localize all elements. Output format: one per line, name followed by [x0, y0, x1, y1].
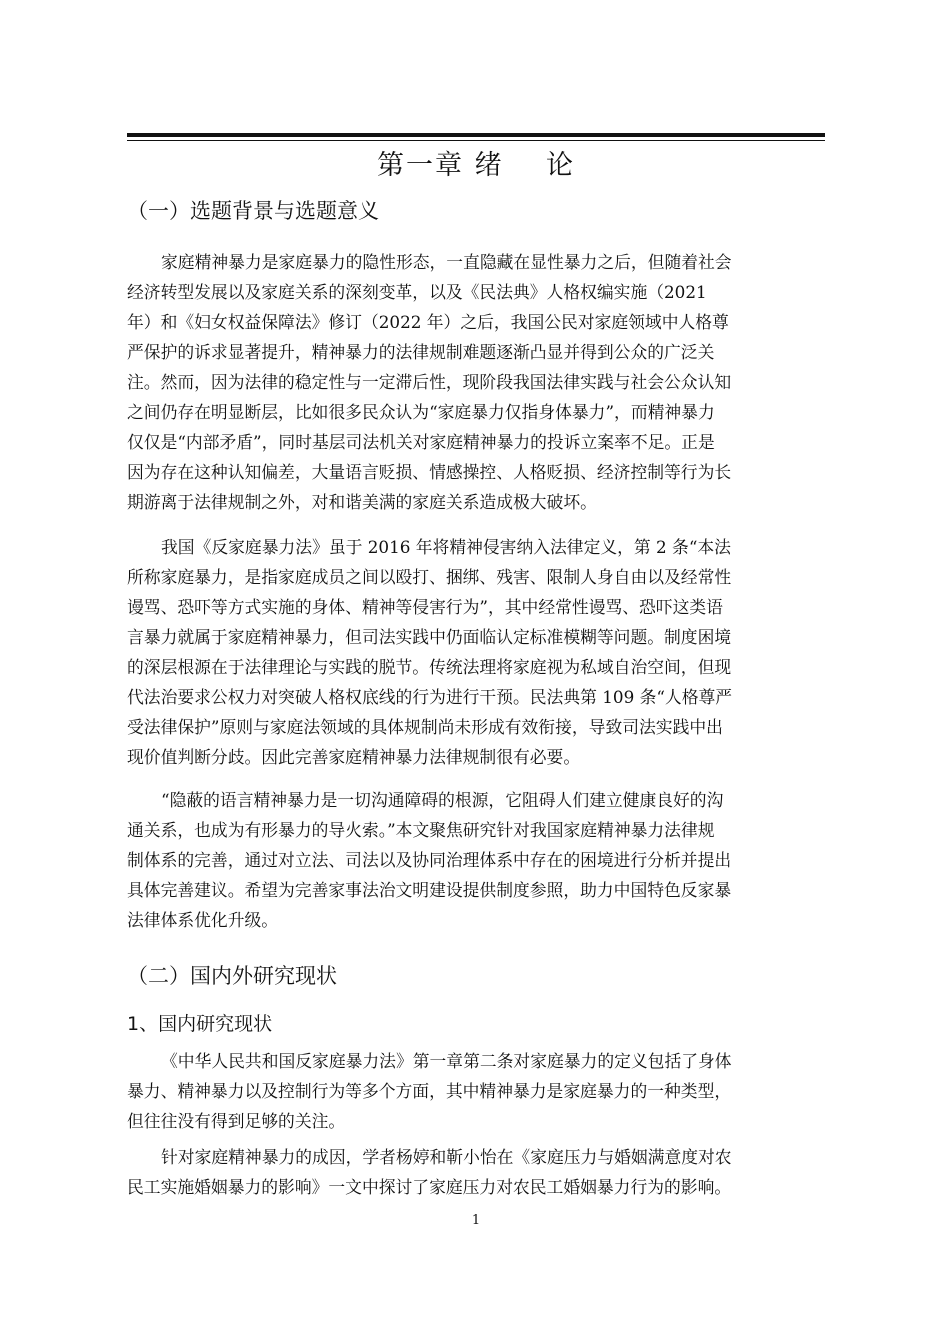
paragraph-line: 因为存在这种认知偏差，大量语言贬损、情感操控、人格贬损、经济控制等行为长: [127, 462, 732, 482]
header-rule-thin: [127, 140, 825, 141]
paragraph-line: 之间仍存在明显断层，比如很多民众认为“家庭暴力仅指身体暴力”，而精神暴力: [127, 402, 715, 422]
paragraph-line: 但往往没有得到足够的关注。: [127, 1111, 346, 1131]
paragraph-significance: [127, 785, 825, 935]
section-heading-research-status: （二）国内外研究现状: [127, 964, 337, 988]
paragraph-legislation: [127, 532, 825, 772]
paragraph-background: [127, 247, 825, 517]
paragraph-line: 《中华人民共和国反家庭暴力法》第一章第二条对家庭暴力的定义包括了身体: [161, 1051, 732, 1071]
paragraph-line: 受法律保护”原则与家庭法领域的具体规制尚未形成有效衔接，导致司法实践中出: [127, 717, 723, 737]
paragraph-line: 年）和《妇女权益保障法》修订（2022 年）之后，我国公民对家庭领域中人格尊: [127, 312, 729, 332]
paragraph-domestic-definition: [127, 1046, 825, 1136]
page-number: 1: [471, 1213, 481, 1228]
paragraph-line: 注。然而，因为法律的稳定性与一定滞后性，现阶段我国法律实践与社会公众认知: [127, 372, 732, 392]
paragraph-line: 暴力、精神暴力以及控制行为等多个方面，其中精神暴力是家庭暴力的一种类型，: [127, 1081, 732, 1101]
chapter-title: 第一章 绪 论: [377, 150, 575, 181]
paragraph-line: 我国《反家庭暴力法》虽于 2016 年将精神侵害纳入法律定义，第 2 条“本法: [161, 537, 731, 557]
paragraph-line: 现价值判断分歧。因此完善家庭精神暴力法律规制很有必要。: [127, 747, 581, 767]
paragraph-line: 严保护的诉求显著提升，精神暴力的法律规制难题逐渐凸显并得到公众的广泛关: [127, 342, 715, 362]
paragraph-line: 仅仅是“内部矛盾”，同时基层司法机关对家庭精神暴力的投诉立案率不足。正是: [127, 432, 715, 452]
section-heading-background: （一）选题背景与选题意义: [127, 199, 379, 223]
paragraph-line: 制体系的完善，通过对立法、司法以及协同治理体系中存在的困境进行分析并提出: [127, 850, 732, 870]
paragraph-line: 具体完善建议。希望为完善家事法治文明建设提供制度参照，助力中国特色反家暴: [127, 880, 732, 900]
paragraph-line: “隐蔽的语言精神暴力是一切沟通障碍的根源，它阻碍人们建立健康良好的沟: [161, 790, 724, 810]
header-rule-thick: [127, 133, 825, 137]
paragraph-line: 期游离于法律规制之外，对和谐美满的家庭关系造成极大破坏。: [127, 492, 597, 512]
paragraph-line: 的深层根源在于法律理论与实践的脱节。传统法理将家庭视为私域自治空间，但现: [127, 657, 732, 677]
paragraph-domestic-causes: [127, 1142, 825, 1202]
paragraph-line: 代法治要求公权力对突破人格权底线的行为进行干预。民法典第 109 条“人格尊严: [127, 687, 733, 707]
paragraph-line: 谩骂、恐吓等方式实施的身体、精神等侵害行为”，其中经常性谩骂、恐吓这类语: [127, 597, 723, 617]
paragraph-line: 经济转型发展以及家庭关系的深刻变革，以及《民法典》人格权编实施（2021: [127, 282, 707, 302]
paragraph-line: 法律体系优化升级。: [127, 910, 279, 930]
paragraph-line: 言暴力就属于家庭精神暴力，但司法实践中仍面临认定标准模糊等问题。制度困境: [127, 627, 732, 647]
subsection-heading-domestic: 1、国内研究现状: [127, 1013, 273, 1035]
paragraph-line: 通关系，也成为有形暴力的导火索。”本文聚焦研究针对我国家庭精神暴力法律规: [127, 820, 715, 840]
paragraph-line: 民工实施婚姻暴力的影响》一文中探讨了家庭压力对农民工婚姻暴力行为的影响。: [127, 1177, 732, 1197]
paragraph-line: 针对家庭精神暴力的成因，学者杨婷和靳小怡在《家庭压力与婚姻满意度对农: [161, 1147, 732, 1167]
paragraph-line: 所称家庭暴力，是指家庭成员之间以殴打、捆绑、残害、限制人身自由以及经常性: [127, 567, 732, 587]
paragraph-line: 家庭精神暴力是家庭暴力的隐性形态，一直隐藏在显性暴力之后，但随着社会: [161, 252, 732, 272]
